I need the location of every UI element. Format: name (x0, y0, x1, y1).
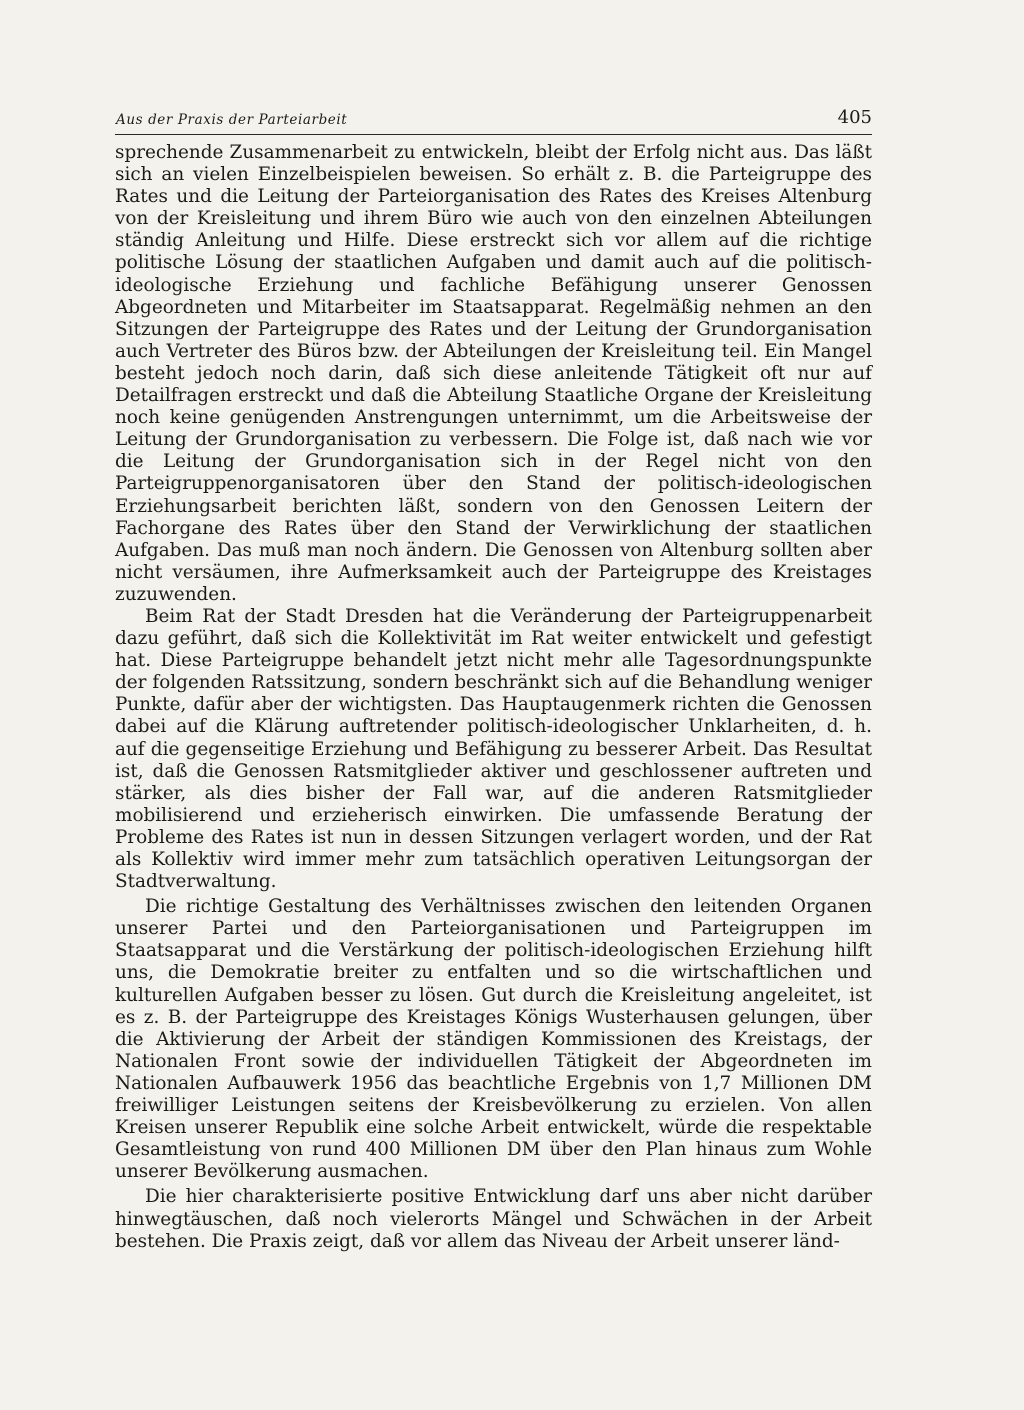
body-text (115, 142, 872, 1253)
page-number: 405 (837, 107, 872, 128)
running-title: Aus der Praxis der Parteiarbeit (116, 112, 348, 128)
paragraph-1: sprechende Zusammenarbeit zu entwickeln, bleibt der Erfolg nicht aus. Das läßt sich an vielen Einzelbeispielen beweisen. So erhält z. B. die Parteigruppe des Rates und die Leitung der Parteiorganisation des Rates des Kreises Altenburg von der Kreisleitung und ihrem Büro wie auch von den einzelnen Abteilungen ständig Anleitung und Hilfe. Diese erstreckt sich vor allem auf die richtige politische Lösung der staatlichen Aufgaben und damit auch auf die politisch-ideologische Erziehung und fachliche Befähigung unserer Genossen Abgeordneten und Mitarbeiter im Staatsapparat. Regelmäßig nehmen an den Sitzungen der Parteigruppe des Rates und der Leitung der Grundorganisation auch Vertreter des Büros bzw. der Abteilungen der Kreisleitung teil. Ein Mangel besteht jedoch noch darin, daß sich diese anleitende Tätigkeit oft nur auf Detailfragen erstreckt und daß die Abteilung Staatliche Organe der Kreisleitung noch keine genügenden Anstrengungen unternimmt, um die Arbeitsweise der Leitung der Grundorganisation zu verbessern. Die Folge ist, daß nach wie vor die Leitung der Grundorganisation sich in der Regel nicht von den Parteigruppenorganisatoren über den Stand der politisch-ideologischen Erziehungsarbeit berichten läßt, sondern von den Genossen Leitern der Fachorgane des Rates über den Stand der Verwirklichung der staatlichen Aufgaben. Das muß man noch ändern. Die Genossen von Altenburg sollten aber nicht versäumen, ihre Aufmerksamkeit auch der Parteigruppe des Kreistages zuzuwenden. (115, 142, 872, 605)
running-header (115, 104, 872, 135)
paragraph-4: Die hier charakterisierte positive Entwicklung darf uns aber nicht darüber hinwegtäuschen, daß noch vielerorts Mängel und Schwächen in der Arbeit bestehen. Die Praxis zeigt, daß vor allem das Niveau der Arbeit unserer länd- (115, 1186, 872, 1252)
paragraph-2: Beim Rat der Stadt Dresden hat die Veränderung der Parteigruppenarbeit dazu geführt, daß sich die Kollektivität im Rat weiter entwickelt und gefestigt hat. Diese Parteigruppe behandelt jetzt nicht mehr alle Tagesordnungspunkte der folgenden Ratssitzung, sondern beschränkt sich auf die Behandlung weniger Punkte, dafür aber der wichtigsten. Das Hauptaugenmerk richten die Genossen dabei auf die Klärung auftretender politisch-ideologischer Unklarheiten, d. h. auf die gegenseitige Erziehung und Befähigung zu besserer Arbeit. Das Resultat ist, daß die Genossen Ratsmitglieder aktiver und geschlossener auftreten und stärker, als dies bisher der Fall war, auf die anderen Ratsmitglieder mobilisierend und erzieherisch einwirken. Die umfassende Beratung der Probleme des Rates ist nun in dessen Sitzungen verlagert worden, und der Rat als Kollektiv wird immer mehr zum tatsächlich operativen Leitungsorgan der Stadtverwaltung. (115, 605, 872, 893)
paragraph-3: Die richtige Gestaltung des Verhältnisses zwischen den leitenden Organen unserer Partei und den Parteiorganisationen und Parteigruppen im Staatsapparat und die Verstärkung der politisch-ideologischen Erziehung hilft uns, die Demokratie breiter zu entfalten und so die wirtschaftlichen und kulturellen Aufgaben besser zu lösen. Gut durch die Kreisleitung angeleitet, ist es z. B. der Parteigruppe des Kreistages Königs Wusterhausen gelungen, über die Aktivierung der Arbeit der ständigen Kommissionen des Kreistags, der Nationalen Front sowie der individuellen Tätigkeit der Abgeordneten im Nationalen Aufbauwerk 1956 das beachtliche Ergebnis von 1,7 Millionen DM freiwilliger Leistungen seitens der Kreisbevölkerung zu erzielen. Von allen Kreisen unserer Republik eine solche Arbeit entwickelt, würde die respektable Gesamtleistung von rund 400 Millionen DM über den Plan hinaus zum Wohle unserer Bevölkerung ausmachen. (115, 896, 872, 1183)
